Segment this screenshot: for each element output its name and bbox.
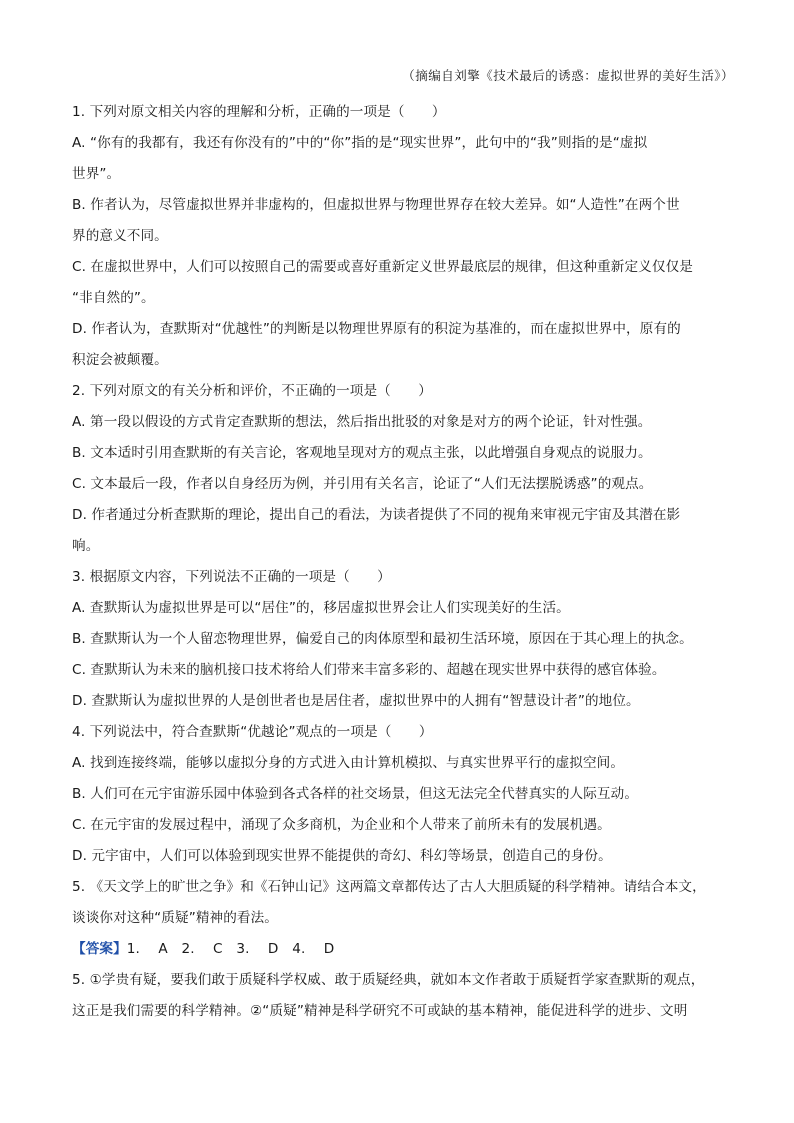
question-1-stem: 1. 下列对原文相关内容的理解和分析，正确的一项是（ ） (72, 104, 446, 120)
question-2-option-d: D. 作者通过分析查默斯的理论，提出自己的看法，为读者提供了不同的视角来审视元宇宙及其潜在影 (72, 507, 681, 523)
question-4-option-c: C. 在元宇宙的发展过程中，涌现了众多商机，为企业和个人带来了前所未有的发展机遇。 (72, 817, 611, 833)
question-2-option-c: C. 文本最后一段，作者以自身经历为例，并引用有关名言，论证了“人们无法摆脱诱惑”的观点。 (72, 476, 653, 492)
question-1-option-d: D. 作者认为，查默斯对“优越性”的判断是以物理世界原有的积淀为基准的，而在虚拟世界中，原有的 (72, 321, 681, 337)
question-3-option-b: B. 查默斯认为一个人留恋物理世界，偏爱自己的肉体原型和最初生活环境，原因在于其心理上的执念。 (72, 631, 693, 647)
question-4-stem: 4. 下列说法中，符合查默斯“优越论”观点的一项是（ ） (72, 724, 433, 740)
answer-label: 【答案】 (72, 941, 127, 957)
question-content (72, 97, 738, 1027)
question-2-option-d-cont: 响。 (72, 538, 100, 554)
explanation-line-2: 这正是我们需要的科学精神。②“质疑”精神是科学研究不可或缺的基本精神，能促进科学的进步、文明 (72, 1003, 688, 1019)
question-1-option-a-cont: 世界”。 (72, 166, 121, 182)
question-1-option-b: B. 作者认为，尽管虚拟世界并非虚构的，但虚拟世界与物理世界存在较大差异。如“人造性”在两个世 (72, 197, 680, 213)
question-5-stem: 5. 《天文学上的旷世之争》和《石钟山记》这两篇文章都传达了古人大胆质疑的科学精神。请结合本文， (72, 879, 706, 895)
question-1-option-c-cont: “非自然的”。 (72, 290, 155, 306)
question-4-option-d: D. 元宇宙中，人们可以体验到现实世界不能提供的奇幻、科幻等场景，创造自己的身份。 (72, 848, 612, 864)
question-2-option-b: B. 文本适时引用查默斯的有关言论，客观地呈现对方的观点主张，以此增强自身观点的说服力。 (72, 445, 652, 461)
source-citation: （摘编自刘擎《技术最后的诱惑：虚拟世界的美好生活》） (402, 68, 734, 83)
question-3-option-a: A. 查默斯认为虚拟世界是可以“居住”的，移居虚拟世界会让人们实现美好的生活。 (72, 600, 570, 616)
question-4-option-a: A. 找到连接终端，能够以虚拟分身的方式进入由计算机模拟、与真实世界平行的虚拟空间。 (72, 755, 625, 771)
question-3-option-c: C. 查默斯认为未来的脑机接口技术将给人们带来丰富多彩的、超越在现实世界中获得的感官体验。 (72, 662, 666, 678)
question-1-option-b-cont: 界的意义不同。 (72, 228, 168, 244)
question-1-option-a: A. “你有的我都有，我还有你没有的”中的“你”指的是“现实世界”，此句中的“我”则指的是“虚拟 (72, 135, 648, 151)
question-2-option-a: A. 第一段以假设的方式肯定查默斯的想法，然后指出批驳的对象是对方的两个论证，针对性强。 (72, 414, 652, 430)
answer-line (72, 934, 738, 965)
question-1-option-d-cont: 积淀会被颠覆。 (72, 352, 168, 368)
question-2-stem: 2. 下列对原文的有关分析和评价，不正确的一项是（ ） (72, 383, 432, 399)
question-3-option-d: D. 查默斯认为虚拟世界的人是创世者也是居住者，虚拟世界中的人拥有“智慧设计者”的地位。 (72, 693, 640, 709)
answer-values: 1. A 2. C 3. D 4. D (126, 941, 335, 957)
question-1-option-c: C. 在虚拟世界中，人们可以按照自己的需要或喜好重新定义世界最底层的规律，但这种重新定义仅仅是 (72, 259, 693, 275)
explanation-line-1: 5. ①学贵有疑，要我们敢于质疑科学权威、敢于质疑经典，就如本文作者敢于质疑哲学家查默斯的观点， (72, 972, 705, 988)
question-5-stem-cont: 谈谈你对这种“质疑”精神的看法。 (72, 910, 278, 926)
question-3-stem: 3. 根据原文内容，下列说法不正确的一项是（ ） (72, 569, 391, 585)
question-4-option-b: B. 人们可在元宇宙游乐园中体验到各式各样的社交场景，但这无法完全代替真实的人际互动。 (72, 786, 639, 802)
